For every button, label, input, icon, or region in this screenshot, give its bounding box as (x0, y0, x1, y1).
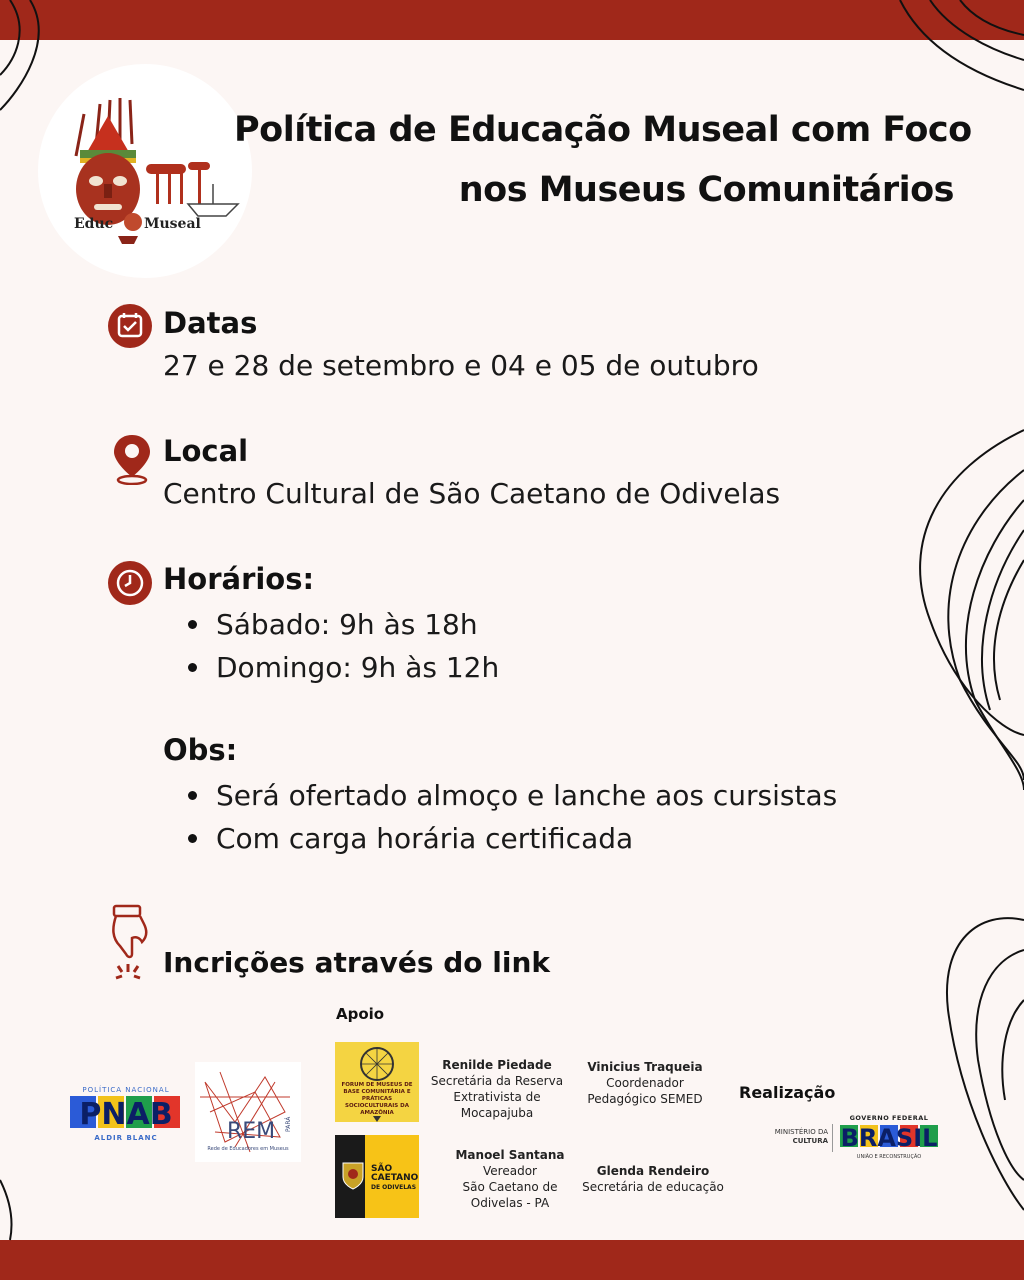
brasil-top-text: GOVERNO FEDERAL (849, 1114, 929, 1122)
obs-heading: Obs: (163, 733, 238, 767)
dates-text: 27 e 28 de setembro e 04 e 05 de outubro (163, 349, 759, 382)
sao-caetano-line1: SÃO (371, 1164, 393, 1174)
support-person-name: Vinicius Traqueia (587, 1060, 703, 1074)
support-person-role: Odivelas - PA (470, 1196, 550, 1210)
pointing-hand-icon (106, 902, 156, 982)
support-person-role: Secretária da Reserva (430, 1074, 564, 1088)
registration-link-text[interactable]: Incrições através do link (163, 946, 551, 979)
calendar-icon (107, 303, 153, 349)
pnab-logo (70, 1086, 182, 1146)
title-line-2: nos Museus Comunitários (458, 170, 954, 210)
support-person-role: Pedagógico SEMED (587, 1092, 703, 1106)
svg-text:PARÁ: PARÁ (285, 1116, 292, 1132)
support-person-name: Manoel Santana (455, 1148, 565, 1162)
page-title (234, 100, 972, 220)
svg-text:BRASIL: BRASIL (840, 1124, 938, 1150)
schedule-list (186, 603, 499, 689)
city-crest-icon (341, 1161, 365, 1191)
brasil-wordmark (838, 1122, 940, 1150)
support-label: Apoio (336, 1005, 385, 1023)
support-person-glenda (578, 1163, 728, 1195)
brasil-government-logo (838, 1114, 940, 1164)
schedule-heading: Horários: (163, 562, 315, 596)
support-person-role: São Caetano de (462, 1180, 558, 1194)
location-pin-icon (110, 433, 154, 485)
support-person-role: Extrativista de (453, 1090, 541, 1104)
indigenous-mask-icon (38, 64, 252, 278)
sao-caetano-line2: CAETANO (371, 1173, 419, 1183)
location-text: Centro Cultural de São Caetano de Odivelas (163, 477, 781, 510)
bottom-banner (0, 1240, 1024, 1280)
sao-caetano-line3: DE ODIVELAS (371, 1184, 417, 1191)
svg-text:PNAB: PNAB (79, 1097, 173, 1130)
svg-text:Educ: Educ (74, 216, 114, 232)
ministry-culture-logo (754, 1128, 828, 1146)
top-banner (0, 0, 1024, 40)
ministry-line2: CULTURA (792, 1137, 828, 1145)
support-person-name: Renilde Piedade (442, 1058, 552, 1072)
list-item: Será ofertado almoço e lanche aos cursistas (186, 774, 891, 817)
sao-caetano-logo (335, 1135, 419, 1218)
pnab-top-text: POLÍTICA NACIONAL (82, 1086, 170, 1094)
dates-heading: Datas (163, 306, 258, 340)
logo-divider (832, 1124, 833, 1152)
realization-label: Realização (739, 1083, 836, 1102)
educ-museal-logo (38, 64, 252, 278)
rem-para-logo (195, 1062, 301, 1162)
support-person-role: Vereador (483, 1164, 537, 1178)
list-item: Sábado: 9h às 18h (186, 603, 499, 646)
support-person-role: Mocapajuba (460, 1106, 534, 1120)
support-person-manoel (445, 1147, 575, 1211)
support-person-name: Glenda Rendeiro (596, 1164, 710, 1178)
support-person-vinicius (580, 1059, 710, 1107)
clock-icon (107, 560, 153, 606)
forum-text: FÓRUM DE MUSEUS DE BASE COMUNITÁRIA E PRÁTICAS SOCIOCULTURAIS DA AMAZÔNIA (341, 1082, 413, 1116)
svg-text:Museal: Museal (144, 216, 201, 232)
pnab-wordmark (70, 1094, 182, 1130)
rem-network-icon (195, 1062, 301, 1162)
dreamcatcher-icon (335, 1042, 419, 1122)
svg-text:Rede de Educadores em Museus: Rede de Educadores em Museus (207, 1146, 289, 1152)
ministry-line1: MINISTÉRIO DA (774, 1128, 828, 1136)
svg-text:REM: REM (227, 1119, 276, 1144)
list-item: Domingo: 9h às 12h (186, 646, 499, 689)
location-heading: Local (163, 434, 249, 468)
forum-museus-logo (335, 1042, 419, 1122)
title-line-1: Política de Educação Museal com Foco (234, 110, 972, 150)
support-person-role: Secretária de educação (582, 1180, 724, 1194)
obs-list (186, 774, 891, 860)
support-person-renilde (430, 1057, 564, 1121)
support-person-role: Coordenador (606, 1076, 684, 1090)
pnab-bottom-text: ALDIR BLANC (94, 1134, 158, 1142)
list-item: Com carga horária certificada (186, 817, 891, 860)
brasil-bottom-text: UNIÃO E RECONSTRUÇÃO (856, 1154, 922, 1160)
